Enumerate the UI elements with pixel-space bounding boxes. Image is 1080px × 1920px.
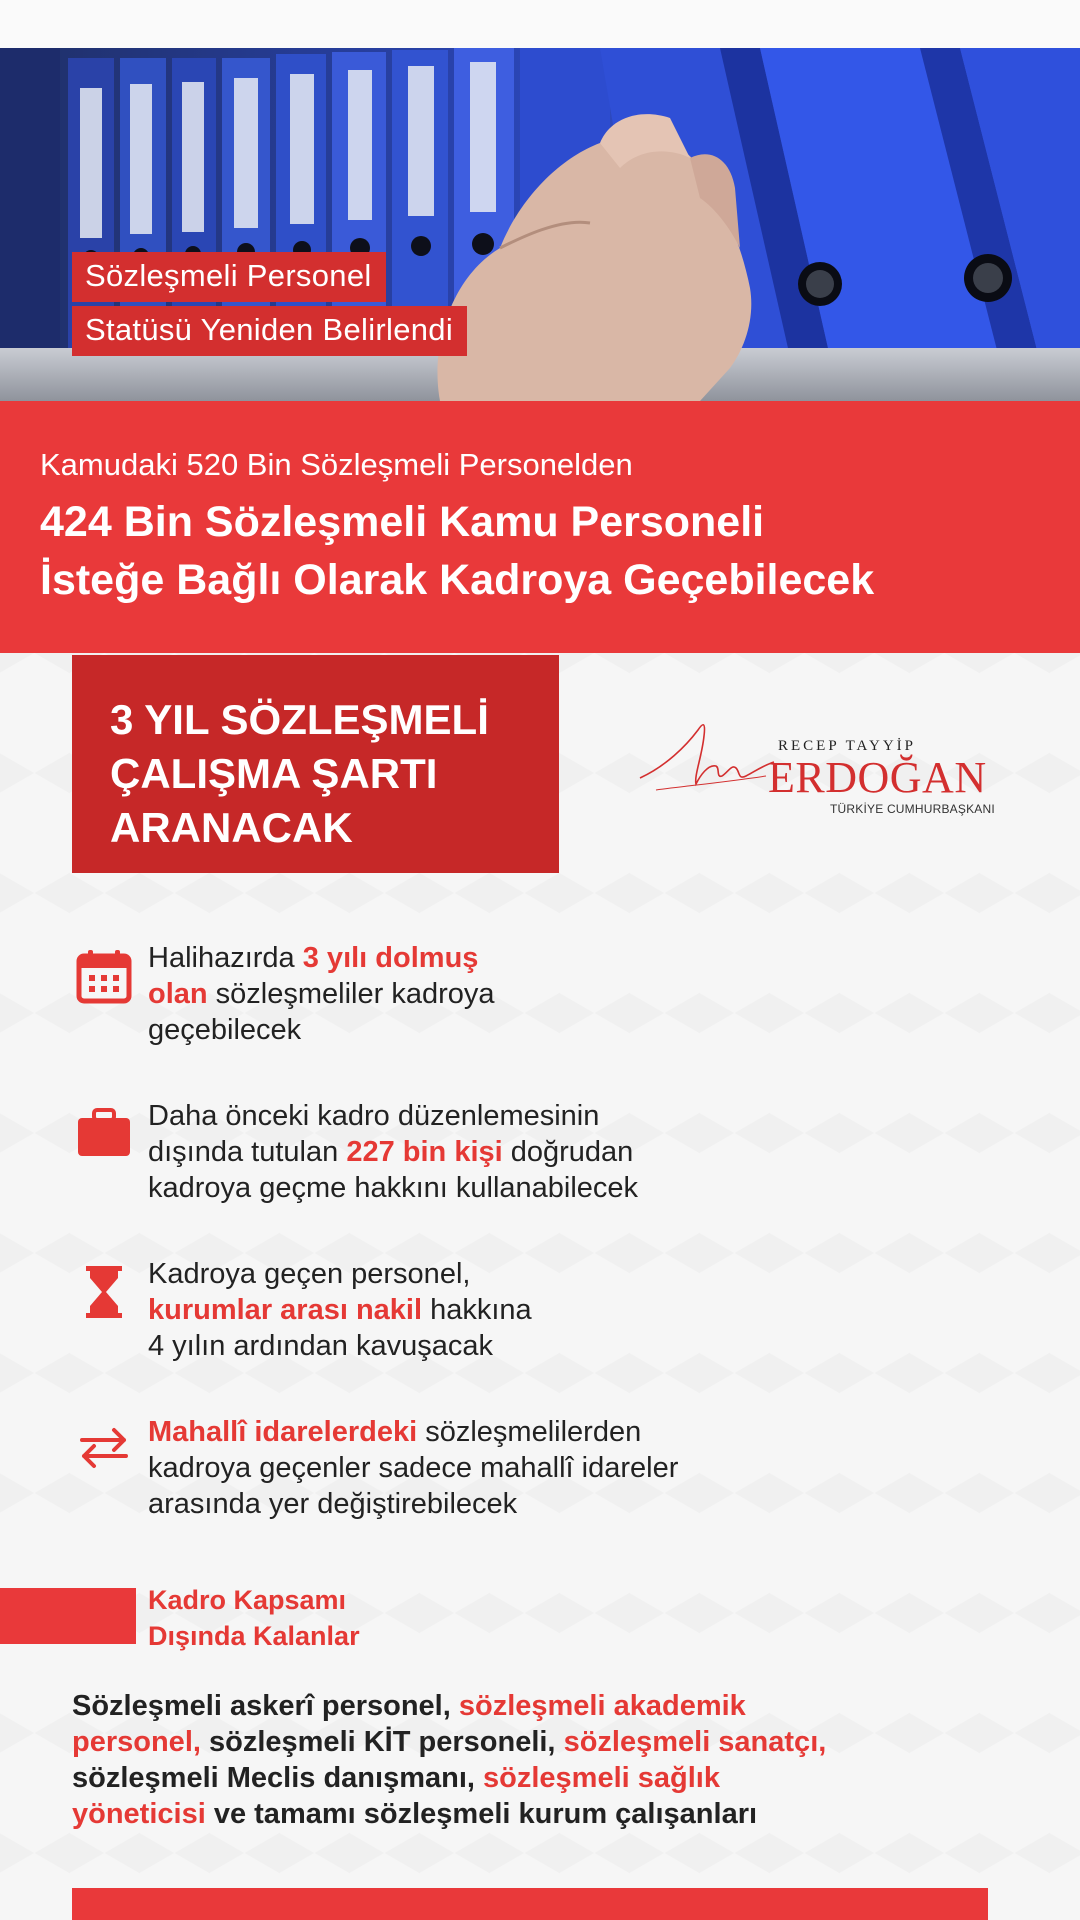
signature-block — [636, 706, 996, 816]
excl-highlight-c: sözleşmeli sanatçı, — [563, 1726, 827, 1758]
item1-text-a: Halihazırda — [148, 942, 303, 974]
excl-highlight-e: yöneticisi — [72, 1798, 206, 1830]
item2-highlight: 227 bin kişi — [346, 1136, 503, 1168]
headline-line2: İsteğe Bağlı Olarak Kadroya Geçebilecek — [40, 556, 875, 604]
item1-highlight-b: olan — [148, 978, 208, 1010]
item2-text-b: dışında tutulan — [148, 1136, 347, 1168]
exclusions-title-line1: Kadro Kapsamı — [148, 1585, 347, 1615]
condition-line2: ÇALIŞMA ŞARTI — [110, 750, 438, 797]
signature-title: TÜRKİYE CUMHURBAŞKANI — [830, 802, 995, 816]
item4-text-c: arasında yer değiştirebilecek — [148, 1488, 518, 1520]
calendar-icon — [76, 948, 132, 1004]
item3-text-c: 4 yılın ardından kavuşacak — [148, 1330, 493, 1362]
item2-text-a: Daha önceki kadro düzenlemesinin — [148, 1100, 600, 1132]
item1-text-c: geçebilecek — [148, 1014, 302, 1046]
condition-box — [72, 655, 559, 873]
item2-text-c: doğrudan — [502, 1136, 634, 1168]
excl-highlight-d: sözleşmeli sağlık — [483, 1762, 720, 1794]
headline-line1: 424 Bin Sözleşmeli Kamu Personeli — [40, 498, 765, 546]
item-hourglass — [148, 1256, 908, 1364]
item4-text-b: kadroya geçenler sadece mahallî idareler — [148, 1452, 679, 1484]
condition-line1: 3 YIL SÖZLEŞMELİ — [110, 696, 489, 743]
bottom-accent-bar — [72, 1888, 988, 1920]
item1-text-b: sözleşmeliler kadroya — [207, 978, 495, 1010]
banner-headline — [40, 493, 1060, 609]
item3-highlight: kurumlar arası nakil — [148, 1294, 423, 1326]
exclusions-title-line2: Dışında Kalanlar — [148, 1621, 360, 1651]
hero-tag-line1: Sözleşmeli Personel — [72, 252, 386, 302]
handwritten-signature — [636, 706, 776, 816]
hero-tag-line2: Statüsü Yeniden Belirlendi — [72, 306, 467, 356]
exclusions-title — [148, 1582, 548, 1654]
excl-text-b: sözleşmeli KİT personeli, — [200, 1726, 564, 1758]
item3-text-b: hakkına — [422, 1294, 532, 1326]
item-swap — [148, 1414, 908, 1522]
item3-text-a: Kadroya geçen personel, — [148, 1258, 471, 1290]
signature-first-names: RECEP TAYYİP — [778, 738, 917, 754]
swap-arrows-icon — [76, 1420, 132, 1476]
excl-text-c: sözleşmeli Meclis danışmanı, — [72, 1762, 483, 1794]
signature-surname: ERDOĞAN — [768, 753, 987, 802]
excl-text-a: Sözleşmeli askerî personel, — [72, 1690, 459, 1722]
exclusions-body — [72, 1688, 1012, 1832]
item-briefcase — [148, 1098, 908, 1206]
briefcase-icon — [76, 1106, 132, 1162]
top-strip — [0, 0, 1080, 48]
excl-highlight-a: sözleşmeli akademik — [458, 1690, 746, 1722]
condition-line3: ARANACAK — [110, 804, 353, 851]
item4-highlight: Mahallî idarelerdeki — [148, 1416, 418, 1448]
exclusions-accent-bar — [0, 1588, 136, 1644]
hourglass-icon — [76, 1264, 132, 1320]
excl-highlight-b: personel, — [72, 1726, 201, 1758]
headline-banner — [0, 401, 1080, 653]
item2-text-d: kadroya geçme hakkını kullanabilecek — [148, 1172, 639, 1204]
excl-text-d: ve tamamı sözleşmeli kurum çalışanları — [205, 1798, 758, 1830]
banner-pretitle: Kamudaki 520 Bin Sözleşmeli Personelden — [40, 447, 633, 482]
item1-highlight-a: 3 yılı dolmuş — [302, 942, 479, 974]
item4-text-a: sözleşmelilerden — [417, 1416, 642, 1448]
item-calendar — [148, 940, 908, 1048]
